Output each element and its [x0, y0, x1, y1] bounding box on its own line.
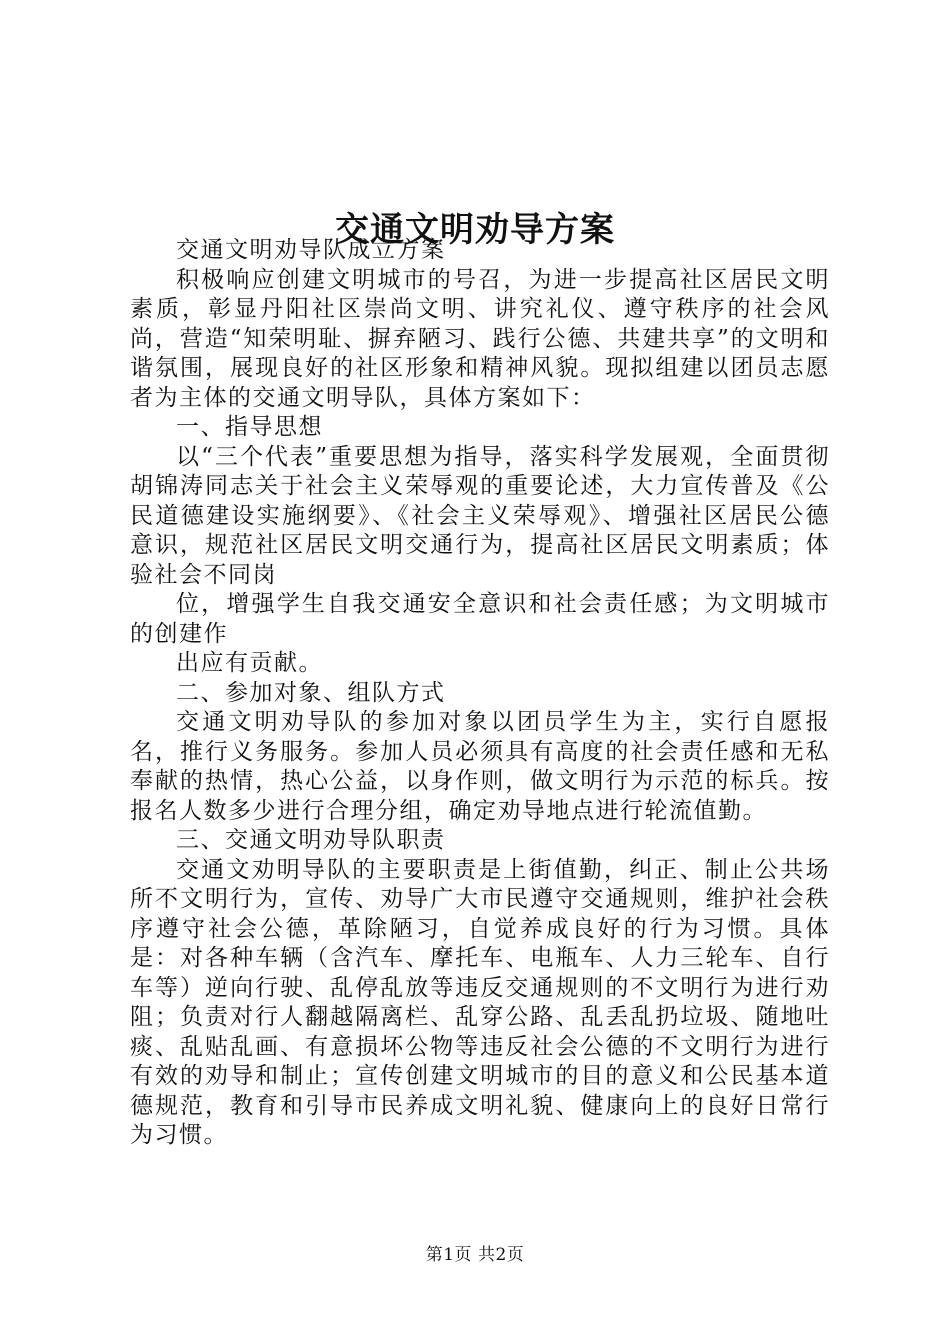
page-footer: 第1页 共2页 — [425, 1245, 525, 1265]
section-heading-participants: 二、参加对象、组队方式 — [176, 679, 446, 706]
paragraph-intro: 积极响应创建文明城市的号召，为进一步提高社区居民文明素质，彰显丹阳社区崇尚文明、讲究礼仪、遵守秩序的社会风尚，营造“知荣明耻、摒弃陋习、践行公德、共建共享”的文明和谐氛围，展现良好的社区形象和精神风貌。现拟组建以团员志愿者为主体的交通文明导队，具体方案如下： — [130, 266, 830, 411]
paragraph-guiding-ideology-cont: 位，增强学生自我交通安全意识和社会责任感；为文明城市的创建作 — [130, 591, 830, 647]
paragraph-guiding-ideology: 以“三个代表”重要思想为指导，落实科学发展观，全面贯彻胡锦涛同志关于社会主义荣辱观的重要论述，大力宣传普及《公民道德建设实施纲要》、《社会主义荣辱观》、增强社区居民公德意识，规范社区居民文明交通行为，提高社区居民文明素质；体验社会不同岗 — [130, 443, 830, 588]
paragraph-duties: 交通文劝明导队的主要职责是上街值勤，纠正、制止公共场所不文明行为，宣传、劝导广大市民遵守交通规则，维护社会秩序遵守社会公德，革除陋习，自觉养成良好的行为习惯。具体是：对各种车辆（含汽车、摩托车、电瓶车、人力三轮车、自行车等）逆向行驶、乱停乱放等违反交通规则的不文明行为进行劝阻；负责对行人翻越隔离栏、乱穿公路、乱丢乱扔垃圾、随地吐痰、乱贴乱画、有意损坏公物等违反社会公德的不文明行为进行有效的劝导和制止；宣传创建文明城市的目的意义和公民基本道德规范，教育和引导市民养成文明礼貌、健康向上的良好日常行为习惯。 — [130, 856, 830, 1148]
page-title: 交通文明劝导方案 — [335, 209, 615, 250]
section-heading-guiding-ideology: 一、指导思想 — [176, 414, 323, 440]
paragraph-guiding-ideology-end: 出应有贡献。 — [176, 650, 323, 676]
paragraph-participants: 交通文明劝导队的参加对象以团员学生为主，实行自愿报名，推行义务服务。参加人员必须具有高度的社会责任感和无私奉献的热情，热心公益，以身作则，做文明行为示范的标兵。按报名人数多少进行合理分组，确定劝导地点进行轮流值勤。 — [130, 709, 830, 824]
subtitle: 交通文明劝导队成立方案 — [176, 237, 446, 263]
section-heading-duties: 三、交通文明劝导队职责 — [176, 827, 446, 853]
document-body — [130, 236, 830, 1151]
